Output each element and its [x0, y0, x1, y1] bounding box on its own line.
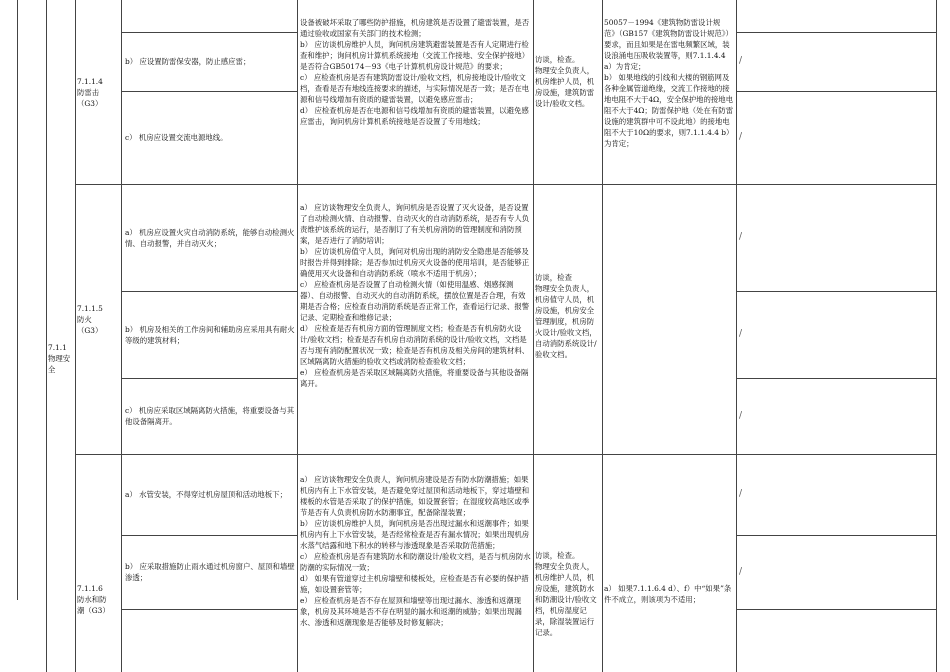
requirement-cell	[125, 91, 295, 184]
judgement-criteria: a） 如果7.1.1.6.4 d）、f）中“如果”条件不成立，则该项为不适用；	[604, 584, 732, 604]
grid-line	[736, 32, 936, 33]
check-method: 设备被破坏采取了哪些防护措施，机房建筑是否设置了避雷装置，是否通过验收或国家有关部门的技术检测； b） 应访谈机房维护人员，询问机房建筑避雷装置是否有人定期进行检查和维护；询问机房计算机系统接地（交流工作接地、安全保护接地）是否符合GB50174－93《电子计算机机房设计规范》的要求； c） 应检查机房是否有建筑防雷设计/验收文档，机房接地设计/验收文档，查看是否有地线连接要求的描述，与实际情况是否一致；是否在电源和信号线增加有资质的避雷装置，以避免感应雷击； d） 应检查机房是否在电源和信号线增加有资质的避雷装置，以避免感应雷击，询问机房计算机系统接地是否设置了专用地线；	[300, 18, 530, 126]
judgement-criteria: 50057－1994《建筑物防雷设计规范》（GB157《建筑物防雷设计规范》）要求，而且如果是在雷电频繁区域，装设浪涌电压吸收装置等，则7.1.1.4.4 a）为肯定； b） 如果地线的引线和大楼的钢筋网及各种金属管道绝缘，交流工作接地的接地电阻不大于4Ω，安全保护地的接地电阻不大于4Ω；防雷保护地（处在有防雷设施的建筑群中可不设此地）的接地电阻不大于10Ω的要求，则7.1.1.4.4 b）为肯定；	[604, 18, 734, 148]
requirement-text: c） 机房应设置交流电源地线。	[125, 133, 228, 142]
requirement-cell	[125, 32, 295, 91]
requirement-cell	[125, 291, 295, 378]
check-objects: 访谈，检查。 物理安全负责人，机房维护人员，机房设施，建筑防雷设计/验收文档。	[535, 55, 595, 108]
check-method: a） 应访谈物理安全负责人，询问机房是否设置了灭火设备，是否设置了自动检测火情、自动报警、自动灭火的自动消防系统，是否有专人负责维护该系统的运行，是否制订了有关机房消防的管理制度和消防预案，是否进行了消防培训； b） 应访谈机房值守人员，询问对机房出现的消防安全隐患是否能够及时报告并得到排除；是否参加过机房灭火设备的使用培训，是否能够正确使用灭火设备和自动消防系统（喷水不适用于机房）； c） 应检查机房是否设置了自动检测火情（如使用温感、烟感探测器）、自动报警、自动灭火的自动消防系统，摆放位置是否合理，有效期是否合格；应检查自动消防系统是否正常工作，查看运行记录、报警记录、定期检查和维修记录； d） 应检查是否有机房方面的管理制度文档；检查是否有机房防火设计/验收文档；检查是否有机房自动消防系统的设计/验收文档，文档是否与现有消防配置状况一致；检查是否有机房及相关房间的建筑材料、区域隔离防火措施的验收文档或消防检查验收文档； e） 应检查机房是否采取区域隔离防火措施，将重要设备与其他设备隔离开。	[300, 203, 530, 388]
check-objects: 访谈，检查 物理安全负责人，机房值守人员，机房设施，机房安全管理制度，机房防火设计/验收文档，自动消防系统设计/验收文档。	[535, 273, 597, 359]
item-code: 7.1.1.6 防水和防 潮（G3）	[77, 584, 110, 615]
requirement-text: a） 机房应设置火灾自动消防系统，能够自动检测火情、自动报警，并自动灭火；	[125, 227, 295, 248]
grid-line	[736, 0, 737, 672]
grid-line	[75, 0, 76, 672]
grid-line	[17, 0, 18, 600]
item-code-text: 7.1.1.5 防火 （G3）	[77, 303, 103, 335]
result-text: /	[739, 566, 743, 577]
grid-line	[121, 609, 297, 610]
result-cell	[739, 454, 759, 535]
grid-line	[736, 91, 936, 92]
item-code	[77, 184, 120, 454]
result-cell	[739, 535, 759, 609]
requirement-cell	[125, 454, 295, 535]
result-text: /	[739, 132, 743, 142]
item-code-text: 7.1.1.4 防雷击 （G3）	[77, 76, 103, 108]
grid-line	[121, 0, 122, 672]
requirement-text: a） 水管安装，不得穿过机房屋顶和活动地板下；	[125, 490, 287, 499]
requirement-text: b） 应设置防雷保安器，防止感应雷；	[125, 57, 251, 66]
grid-line	[602, 0, 603, 672]
item-code	[77, 0, 120, 184]
requirement-cell	[125, 535, 295, 609]
grid-line	[736, 291, 936, 292]
result-cell	[739, 32, 759, 91]
requirement-text: b） 机房及相关的工作房间和辅助房应采用具有耐火等级的建筑材料；	[125, 324, 295, 345]
result-cell	[739, 291, 759, 378]
result-text: /	[739, 56, 743, 66]
result-text: /	[739, 232, 743, 242]
grid-line	[936, 0, 937, 672]
grid-line	[736, 609, 936, 610]
section-code: 7.1.1 物理安 全	[48, 343, 71, 374]
grid-line	[736, 535, 936, 536]
grid-line	[297, 0, 298, 672]
requirement-cell	[125, 378, 295, 454]
grid-line	[46, 0, 47, 672]
result-cell	[739, 378, 759, 454]
result-text: /	[739, 410, 743, 421]
result-text: /	[739, 489, 743, 499]
result-cell	[739, 91, 759, 184]
requirement-text: c） 机房应采取区域隔离防火措施，将重要设备与其他设备隔离开。	[125, 406, 295, 426]
result-text: /	[739, 329, 743, 339]
grid-line	[736, 378, 936, 379]
check-method: a） 应访谈物理安全负责人，询问机房建设是否有防水防潮措施；如果机房内有上下水管安装，是否避免穿过屋顶和活动地板下，穿过墙壁和楼板的水管是否采取了的保护措施，如设置套管；在湿度较高地区或季节是否有人负责机房防水防潮事宜，配备除湿装置； b） 应访谈机房维护人员，询问机房是否出现过漏水和返潮事件；如果机房内有上下水管安装，是否经常检查是否有漏水情况；如果出现机房水蒸气结露和地下积水的转移与渗透现象是否采取防范措施； c） 应检查机房是否有建筑防水和防潮设计/验收文档，是否与机房防水防潮的实际情况一致； d） 如果有管道穿过主机房墙壁和楼板处，应检查是否有必要的保护措施，如设置套管等； e） 应检查机房是否不存在屋顶和墙壁等出现过漏水、渗透和返潮现象，机房及其环境是否不存在明显的漏水和返潮的威胁；如果出现漏水、渗透和返潮现象是否能够及时修复解决；	[300, 475, 531, 627]
requirement-cell	[125, 184, 295, 291]
check-objects: 访谈，检查。 物理安全负责人，机房维护人员，机房设施，建筑防水和防潮设计/验收文档，机房湿度记录，除湿装置运行记录。	[535, 551, 597, 637]
grid-line	[533, 0, 534, 672]
requirement-text: b） 应采取措施防止雨水通过机房窗户、屋顶和墙壁渗透；	[125, 562, 295, 582]
result-cell	[739, 184, 759, 291]
